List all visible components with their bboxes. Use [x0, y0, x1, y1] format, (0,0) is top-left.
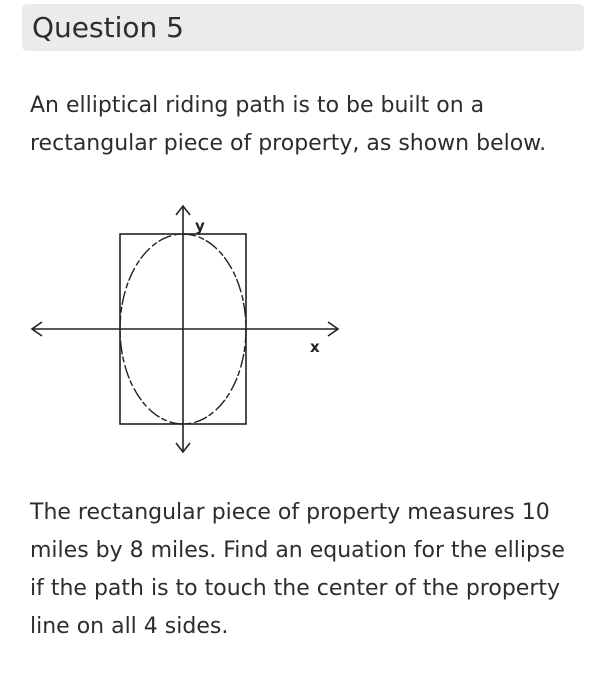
question-intro-text: An elliptical riding path is to be built on a rectangular piece of property, as shown below.	[30, 93, 547, 156]
question-title: Question 5	[32, 11, 184, 44]
ellipse-diagram	[22, 198, 362, 458]
question-header	[22, 4, 584, 51]
y-axis-label: y	[195, 217, 205, 235]
x-axis-label: x	[310, 338, 320, 356]
question-prompt-text: The rectangular piece of property measures 10 miles by 8 miles. Find an equation for the ellipse if the path is to touch the center of the property line on all 4 sides.	[30, 500, 565, 639]
